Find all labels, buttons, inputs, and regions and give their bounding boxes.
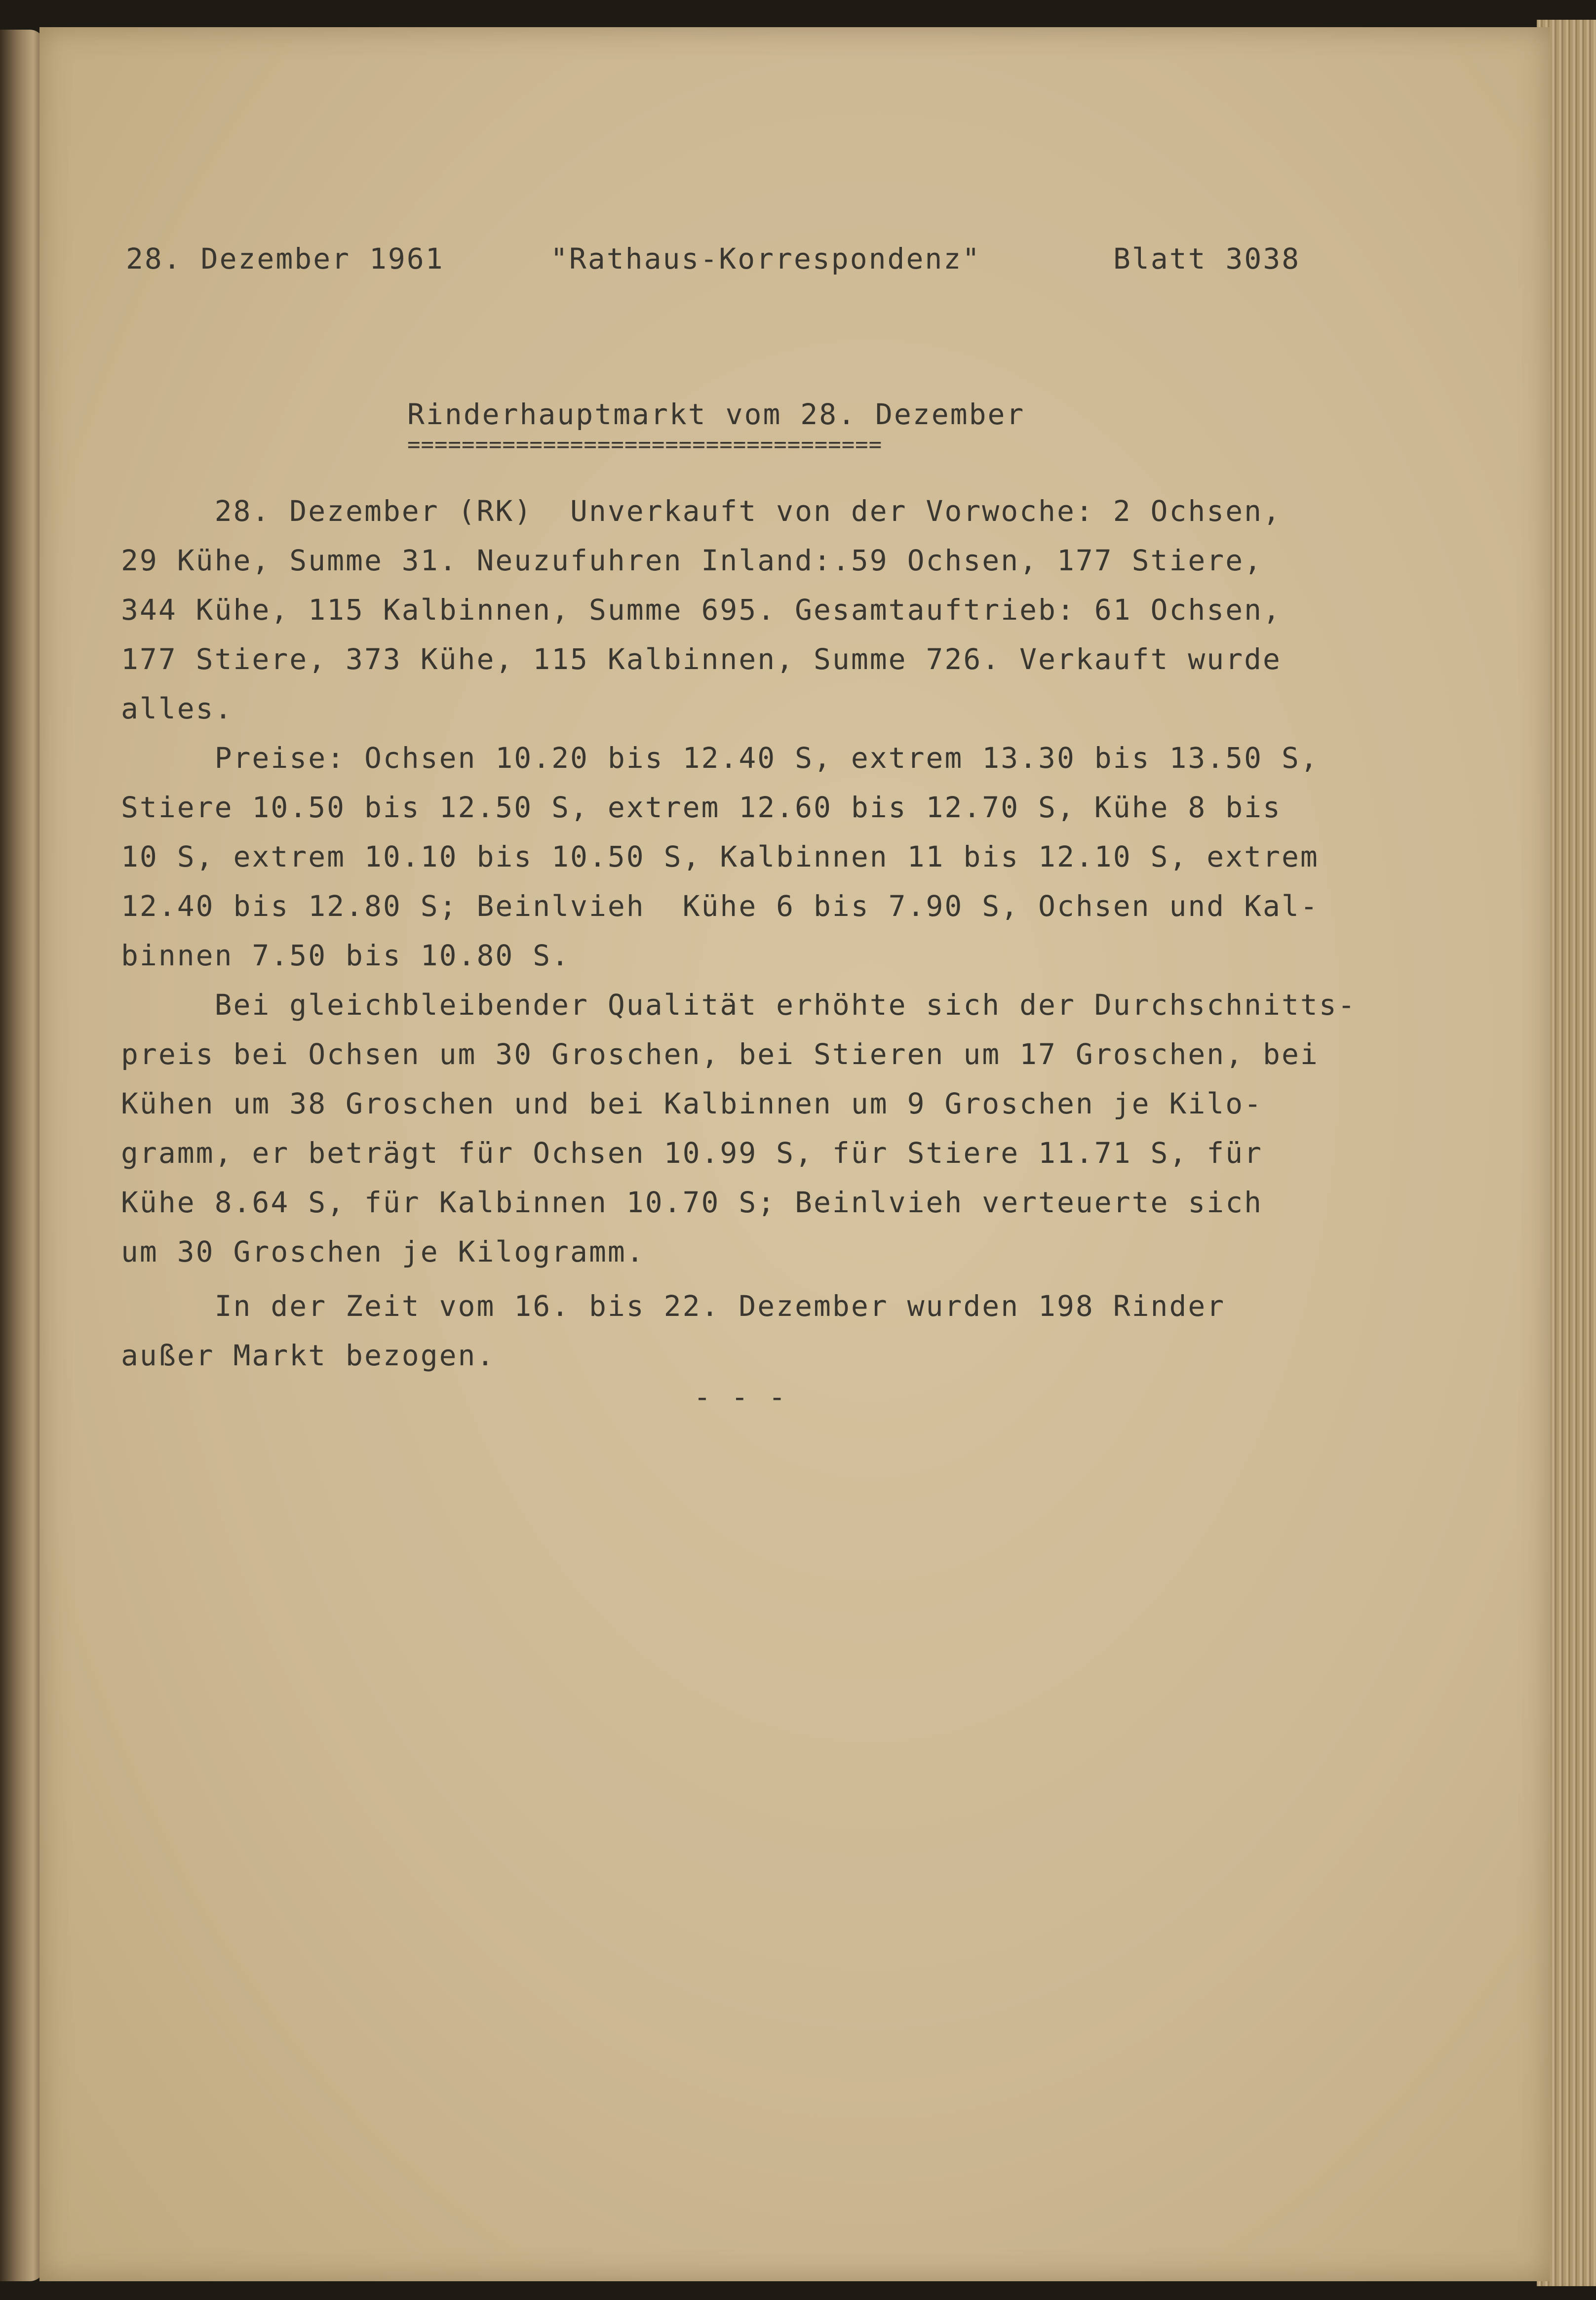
paragraph-supply: 28. Dezember (RK) Unverkauft von der Vorwoche: 2 Ochsen, 29 Kühe, Summe 31. Neuzufuhren Inland:.59 Ochsen, 177 Stiere, 344 Kühe, 115 Kalbinnen, Summe 695. Gesamtauftrieb: 61 Ochsen, 177 Stiere, 373 Kühe, 115 Kalbinnen, Summe 726. Verkauft wurde alles. — [121, 494, 1282, 725]
book-binding — [0, 30, 44, 2281]
header-sheet-number: Blatt 3038 — [1113, 242, 1301, 276]
document-page — [39, 27, 1550, 2281]
paragraph-outside-market: In der Zeit vom 16. bis 22. Dezember wurden 198 Rinder außer Markt bezogen. — [121, 1289, 1226, 1372]
end-mark: - - - — [694, 1380, 787, 1414]
page-header — [126, 242, 1409, 281]
paragraph-average-price: Bei gleichbleibender Qualität erhöhte sich der Durchschnitts- preis bei Ochsen um 30 Groschen, bei Stieren um 17 Groschen, bei Kühen um 38 Groschen und bei Kalbinnen um 9 Groschen je Kilo- gramm, er beträgt für Ochsen 10.99 S, für Stiere 11.71 S, für Kühe 8.64 S, für Kalbinnen 10.70 S; Beinlvieh verteuerte sich um 30 Groschen je Kilogramm. — [121, 988, 1357, 1269]
header-publication: "Rathaus-Korrespondenz" — [550, 242, 981, 276]
header-date: 28. Dezember 1961 — [126, 242, 444, 276]
title-underline: =================================== — [407, 432, 883, 457]
paragraph-prices: Preise: Ochsen 10.20 bis 12.40 S, extrem 13.30 bis 13.50 S, Stiere 10.50 bis 12.50 S, extrem 12.60 bis 12.70 S, Kühe 8 bis 10 S, extrem 10.10 bis 10.50 S, Kalbinnen 11 bis 12.10 S, extrem 12.40 bis 12.80 S; Beinlvieh Kühe 6 bis 7.90 S, Ochsen und Kal- binnen 7.50 bis 10.80 S. — [121, 741, 1319, 972]
article-title: Rinderhauptmarkt vom 28. Dezember — [407, 397, 1025, 431]
